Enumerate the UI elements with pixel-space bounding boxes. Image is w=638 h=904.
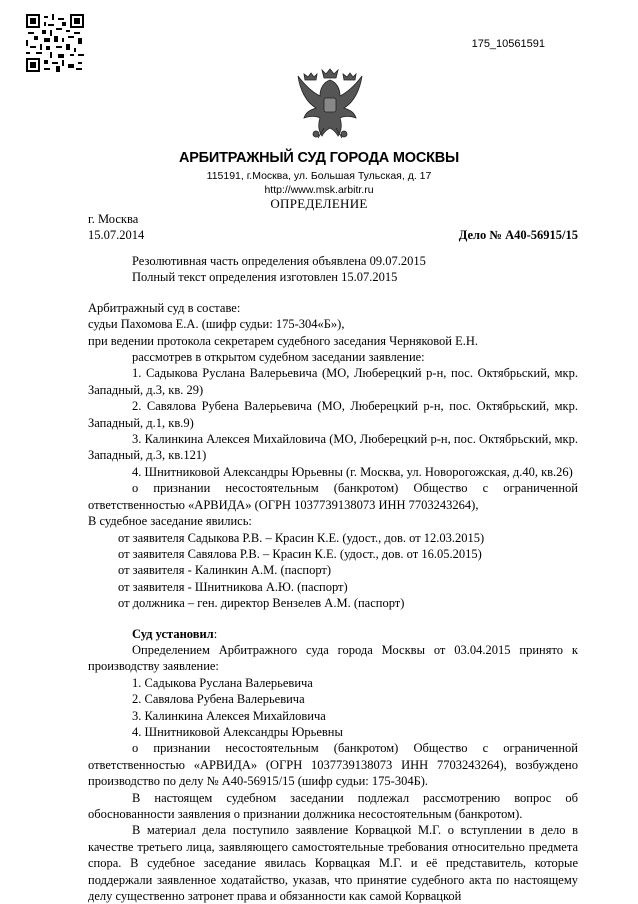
heading-colon: :: [213, 626, 218, 641]
case-number: Дело № А40-56915/15: [458, 228, 578, 242]
paragraph: от должника – ген. директор Вензелев А.М. (паспорт): [118, 596, 405, 611]
court-website: http://www.msk.arbitr.ru: [264, 184, 374, 196]
date-row: [88, 228, 578, 243]
paragraph: Арбитражный суд в составе:: [88, 300, 241, 315]
paragraph: В материал дела поступило заявление Корвацкой М.Г. о вступлении в дело в качестве третьего лица, заявляющего самостоятельные требования относительно предмета спора. В судебное заседание явилась Корвацкая М.Г. и её представитель, которые поддержали заявленное ходатайство, указав, что принятие судебного акта по настоящему делу существенно затронет права и обязанности как самой Корвацкой: [88, 823, 578, 904]
paragraph: рассмотрев в открытом судебном заседании заявление:: [132, 350, 425, 365]
paragraph: 1. Садыкова Руслана Валерьевича: [132, 675, 313, 690]
paragraph: Полный текст определения изготовлен 15.07.2015: [132, 270, 398, 285]
paragraph: 4. Шнитниковой Александры Юрьевны (г. Москва, ул. Новорогожская, д.40, кв.26): [132, 464, 573, 479]
paragraph: 4. Шнитниковой Александры Юрьевны: [132, 724, 343, 739]
paragraph: при ведении протокола секретарем судебного заседания Черняковой Е.Н.: [88, 333, 479, 348]
paragraph: 1. Садыкова Руслана Валерьевича (МО, Люберецкий р-н, пос. Октябрьский, мкр. Западный, д.3, кв. 29): [88, 366, 578, 397]
paragraph: от заявителя - Калинкин А.М. (паспорт): [118, 563, 332, 578]
paragraph: Резолютивная часть определения объявлена 09.07.2015: [132, 254, 426, 268]
paragraph: 2. Савялова Рубена Валерьевича: [132, 692, 305, 707]
qr-code-icon: [26, 14, 84, 72]
paragraph: о признании несостоятельным (банкротом) Общество с ограниченной ответственностью «АРВИДА» (ОГРН 1037739138073 ИНН 7703243264), возбуждено производство по делу № А40-56915/15 (шифр судьи: 175-304Б).: [88, 741, 578, 789]
paragraph: 3. Калинкина Алексея Михайловича: [132, 708, 326, 723]
paragraph: В настоящем судебном заседании подлежал рассмотрению вопрос об обоснованности заявления о признании должника несостоятельным (банкротом).: [88, 790, 578, 821]
document-body: [88, 253, 578, 904]
paragraph: о признании несостоятельным (банкротом) Общество с ограниченной ответственностью «АРВИДА» (ОГРН 1037739138073 ИНН 7703243264),: [88, 481, 578, 512]
paragraph: 3. Калинкина Алексея Михайловича (МО, Люберецкий р-н, пос. Октябрьский, мкр. Западный, д.3, кв.121): [88, 432, 578, 463]
court-name: АРБИТРАЖНЫЙ СУД ГОРОДА МОСКВЫ: [178, 150, 460, 166]
paragraph: Определением Арбитражного суда города Москвы от 03.04.2015 принято к производству заявление:: [88, 642, 578, 674]
paragraph: от заявителя - Шнитникова А.Ю. (паспорт): [118, 579, 348, 594]
heading-text: Суд установил: [132, 626, 214, 641]
document-date: 15.07.2014: [88, 228, 145, 242]
paragraph: судьи Пахомова Е.А. (шифр судьи: 175-304«Б»),: [88, 317, 345, 332]
court-address: 115191, г.Москва, ул. Большая Тульская, д. 17: [206, 170, 432, 182]
paragraph: 2. Савялова Рубена Валерьевича (МО, Люберецкий р-н, пос. Октябрьский, мкр. Западный, д.1, кв.9): [88, 399, 578, 430]
coat-of-arms-icon: [294, 66, 366, 144]
paragraph: В судебное заседание явились:: [88, 514, 252, 529]
paragraph: от заявителя Садыкова Р.В. – Красин К.Е. (удост., дов. от 12.03.2015): [118, 530, 485, 545]
document-number: 175_10561591: [471, 38, 545, 50]
section-heading: [88, 626, 578, 642]
city: г. Москва: [88, 212, 139, 226]
paragraph: от заявителя Савялова Р.В. – Красин К.Е. (удост., дов. от 16.05.2015): [118, 546, 482, 561]
document-title: ОПРЕДЕЛЕНИЕ: [270, 196, 368, 211]
